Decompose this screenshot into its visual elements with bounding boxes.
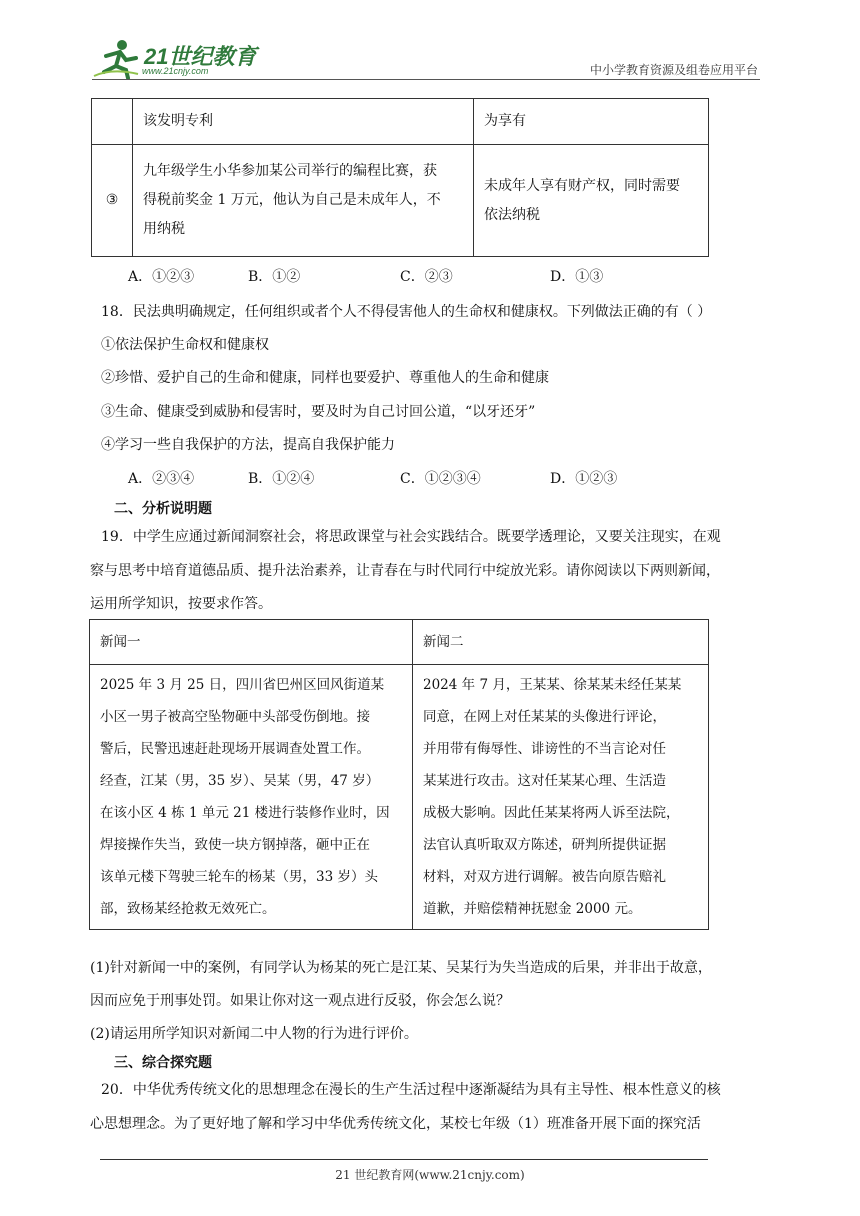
q18-item: ④学习一些自我保护的方法，提高自我保护能力 — [101, 437, 395, 453]
table-row — [92, 99, 709, 145]
case-line: 得税前奖金 1 万元，他认为自己是未成年人，不 — [143, 192, 441, 208]
news-table — [89, 619, 709, 930]
news1-line: 小区一男子被高空坠物砸中头部受伤倒地。接 — [100, 709, 370, 725]
q20-stem-line: 20．中华优秀传统文化的思想理念在漫长的生产生活过程中逐渐凝结为具有主导性、根本性意义的核 — [101, 1082, 721, 1098]
q19-sub2: (2)请运用所学知识对新闻二中人物的行为进行评价。 — [90, 1026, 418, 1042]
news1-line: 警后，民警迅速赶赴现场开展调查处置工作。 — [100, 741, 370, 757]
q17-table — [91, 98, 709, 257]
view-line: 依法纳税 — [484, 206, 540, 223]
case-line: 九年级学生小华参加某公司举行的编程比赛，获 — [143, 163, 437, 179]
news1-line: 经查，江某（男，35 岁）、吴某（男，47 岁） — [100, 773, 380, 789]
q19-stem-line: 19．中学生应通过新闻洞察社会，将思政课堂与社会实践结合。既要学透理论，又要关注现实，在观 — [101, 529, 721, 545]
news1-line: 部，致杨某经抢救无效死亡。 — [100, 901, 276, 917]
section-heading: 二、分析说明题 — [114, 501, 212, 517]
table-row — [90, 665, 709, 930]
news1-line: 在该小区 4 栋 1 单元 21 楼进行装修作业时，因 — [100, 805, 390, 821]
section-heading: 三、综合探究题 — [114, 1055, 212, 1071]
q17-option-a[interactable]: A．①②③ — [128, 269, 195, 285]
row-number: ③ — [92, 145, 133, 257]
news2-line: 某某进行攻击。这对任某某心理、生活造 — [423, 773, 666, 789]
q19-sub1-line: (1)针对新闻一中的案例，有同学认为杨某的死亡是江某、吴某行为失当造成的后果，并非出于故意， — [90, 960, 712, 976]
news2-line: 并用带有侮辱性、诽谤性的不当言论对任 — [423, 741, 666, 757]
news2-line: 道歉，并赔偿精神抚慰金 2000 元。 — [423, 901, 642, 917]
news2-line: 成极大影响。因此任某某将两人诉至法院， — [423, 805, 680, 821]
q19-stem-line: 运用所学知识，按要求作答。 — [90, 596, 272, 612]
case-line: 用纳税 — [143, 221, 185, 237]
q18-option-c[interactable]: C．①②③④ — [400, 471, 481, 487]
news2-line: 2024 年 7 月，王某某、徐某某未经任某某 — [423, 677, 682, 693]
q17-option-d[interactable]: D．①③ — [550, 269, 604, 285]
news1-title: 新闻一 — [90, 620, 413, 665]
runner-icon — [92, 38, 142, 80]
news1-body — [90, 665, 413, 930]
view-cell: 为享有 — [474, 99, 709, 145]
site-logo — [92, 38, 262, 80]
q18-item: ①依法保护生命权和健康权 — [101, 337, 269, 353]
news1-line: 焊接操作失当，致使一块方钢掉落，砸中正在 — [100, 837, 370, 853]
news2-line: 法官认真听取双方陈述，研判所提供证据 — [423, 837, 666, 853]
news1-line: 该单元楼下驾驶三轮车的杨某（男，33 岁）头 — [100, 869, 378, 885]
q18-option-b[interactable]: B．①②④ — [248, 471, 315, 487]
table-header-row — [90, 620, 709, 665]
news2-body — [413, 665, 709, 930]
footer-source: 21 世纪教育网(www.21cnjy.com) — [335, 1168, 525, 1182]
q20-stem-line: 心思想理念。为了更好地了解和学习中华优秀传统文化，某校七年级（1）班准备开展下面的探究活 — [90, 1116, 701, 1132]
q19-sub1-line: 因而应免于刑事处罚。如果让你对这一观点进行反驳，你会怎么说？ — [90, 993, 510, 1009]
q19-stem-line: 察与思考中培育道德品质、提升法治素养，让青春在与时代同行中绽放光彩。请你阅读以下两则新闻， — [90, 563, 720, 579]
q18-item: ②珍惜、爱护自己的生命和健康，同样也要爱护、尊重他人的生命和健康 — [101, 370, 549, 386]
q17-option-c[interactable]: C．②③ — [400, 269, 453, 285]
view-cell — [474, 145, 709, 257]
q18-option-a[interactable]: A．②③④ — [128, 471, 195, 487]
view-line: 未成年人享有财产权，同时需要 — [484, 177, 680, 194]
header-divider — [92, 79, 760, 80]
news1-line: 2025 年 3 月 25 日，四川省巴州区回风街道某 — [100, 677, 385, 693]
news2-title: 新闻二 — [413, 620, 709, 665]
q17-option-b[interactable]: B．①② — [248, 269, 301, 285]
news2-line: 同意，在网上对任某某的头像进行评论， — [423, 709, 666, 725]
news2-line: 材料，对双方进行调解。被告向原告赔礼 — [423, 869, 666, 885]
platform-name: 中小学教育资源及组卷应用平台 — [589, 63, 758, 77]
row-number — [92, 99, 133, 145]
logo-title: 21世纪教育 — [144, 44, 257, 69]
footer-divider — [100, 1159, 708, 1160]
case-cell: 该发明专利 — [133, 99, 474, 145]
logo-url: www.21cnjy.com — [142, 66, 209, 76]
table-row — [92, 145, 709, 257]
q18-option-d[interactable]: D．①②③ — [550, 471, 618, 487]
q18-item: ③生命、健康受到威胁和侵害时，要及时为自己讨回公道，“以牙还牙” — [101, 404, 536, 420]
case-cell — [133, 145, 474, 257]
q18-stem: 18．民法典明确规定，任何组织或者个人不得侵害他人的生命权和健康权。下列做法正确的有（ ） — [101, 304, 712, 320]
